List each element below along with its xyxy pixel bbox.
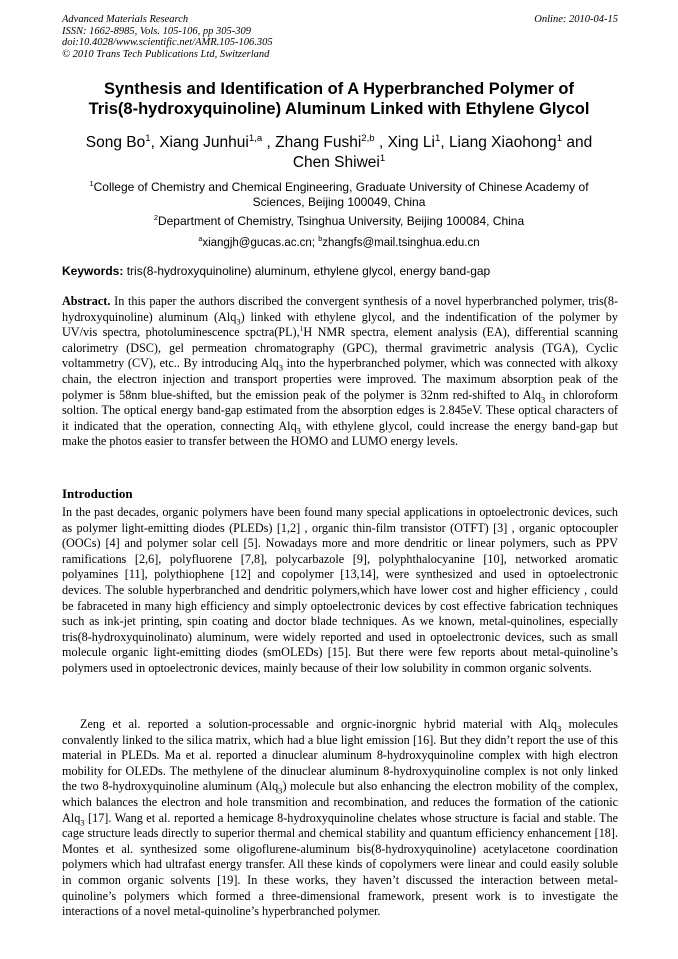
- title-line-1: Synthesis and Identification of A Hyperbranched Polymer of: [103, 80, 575, 98]
- author-sup: 2,b: [361, 132, 375, 144]
- abstract: Abstract. In this paper the authors discribed the convergent synthesis of a novel hyperbranched polymer, tris(8-hydroxyquinoline) aluminum (Alq$_3$) linked with ethylene glycol, and the indentification of the polymer by UV/vis spectra, photoluminescence spctra(PL),$^1$H NMR spectra, element analysis (EA), differential scanning calorimetry (DSC), gel permeation chromatography (GPC), thermal gravimetric analysis (TGA), Cyclic voltammetry (CV), etc.. By introducing Alq$_3$ into the hyperbranched polymer, which was connected with alkoxy chain, the electron injection and transport properties were improved. The maximum absorption peak of the polymer is 58nm blue-shifted, but the emission peak of the polymer is 32nm red-shifted to Alq$_3$ in chloroform soltion. The optical energy band-gap estimated from the absorption edges is 2.845eV. These optical characters of it indicated that the operation, connecting Alq$_3$ with ethylene glycol, could increase the energy band-gap but make the photos easier to transfer between the HOMO and LUMO energy levels.: [62, 294, 619, 449]
- abstract-label: Abstract.: [62, 294, 111, 308]
- email-link-a[interactable]: xiangjh@gucas.ac.cn;: [202, 237, 316, 249]
- author-list: Song Bo$^1$, Xiang Junhui$^{1,a}$ , Zhang Fushi$^{2,b}$ , Xing Li$^1$, Liang Xiaohong$^1$ and Chen Shiwei$^1$: [85, 132, 593, 171]
- keywords-label: Keywords:: [62, 264, 124, 278]
- affiliation-1: $^1$College of Chemistry and Chemical Engineering, Graduate University of Chinese Academy of Sciences, Beijing 100049, China: [89, 179, 589, 209]
- author-name: Liang Xiaohong: [448, 134, 557, 151]
- author-name: Chen Shiwei: [292, 154, 380, 171]
- title-line-2: Tris(8-hydroxyquinoline) Aluminum Linked with Ethylene Glycol: [88, 100, 590, 118]
- keywords: [62, 264, 618, 279]
- author-sup: 1: [379, 152, 386, 164]
- author-name: Xiang Junhui: [159, 134, 249, 151]
- doi-line: doi:10.4028/www.scientific.net/AMR.105-106.305: [62, 37, 273, 48]
- author-sup: 1: [556, 132, 563, 144]
- author-sup: 1,a: [248, 132, 263, 144]
- author-sup: 1: [434, 132, 441, 144]
- introduction-paragraph-1: In the past decades, organic polymers have been found many special applications in optoelectronic devices, such as polymer light-emitting diodes (PLEDs) [1,2] , organic thin-film transistor (OTFT) [3] , organic optocoupler (OOCs) [4] and polymer solar cell [5]. Nowadays more and more dendritic or linear polymers, such as PPV ramifications [2,6], polyfluorene [7,8], polycarbazole [9], polyphthalocyanine [10], networked aromatic polyamines [11], polythiophene [12] and copolymer [13,14], were synthesized and used in optoelectronic devices. The soluble hyperbranched and dendritic polymers,which have lower cost and higher efficiency , could be fabraceted in many high efficiency and simply optoelectronic devices by cost effective fabrication techniques such as ink-jet printing, spin coating and doctor blade techniques. As we known, metal-quinolines, especially tris(8-hydroxyquinolinato) aluminum, were widely reported and used in optoelectronic devices, such as small molecule organic light-emitting diodes (smOLEDs) [15]. But there were few reports about metal-quinoline’s polymers used in optoelectronic devices, mainly because of their low solubility in common organic solvents.: [62, 505, 618, 675]
- copyright-line: © 2010 Trans Tech Publications Ltd, Switzerland: [62, 48, 270, 60]
- author-sup: 1: [145, 132, 151, 144]
- author-name: Song Bo: [85, 134, 146, 151]
- affiliation-2: $^2$Department of Chemistry, Tsinghua University, Beijing 100084, China: [153, 213, 525, 228]
- journal-name: Advanced Materials Research: [62, 14, 189, 25]
- keywords-text: tris(8-hydroxyquinoline) aluminum, ethylene glycol, energy band-gap: [126, 264, 491, 278]
- author-name: Xing Li: [387, 134, 435, 151]
- introduction-paragraph-2: Zeng et al. reported a solution-processable and orgnic-inorgnic hybrid material with Alq$_3$ molecules convalently linked to the silica matrix, which had a blue light emission [16]. But they didn’t report the use of this material in PLEDs. Ma et al. reported a dinuclear aluminum 8-hydroxyquinoline complex with high electron mobility for OLEDs. The methylene of the dinuclear aluminum 8-hydroxyquinoline complex is not only linked the two 8-hydroxyquinoline aluminum (Alq$_3$) molecule but also enhancing the electron mobility of the complex, which balances the electron and hole transmition and recombination, and reduces the formation of the cationic Alq$_3$ [17]. Wang et al. reported a hemicage 8-hydroxyquinoline chelates whose structure is facial and stable. The cage structure leads directly to superior thermal and chemical stability and quantum efficiency enhancement [18]. Montes et al. synthesized some oligoflurene-aluminum bis(8-hydroxyquinoline) acetylacetone coordination polymers which had ultrafast energy transfer. All these kinds of copolymers were linear and could easily soluble in common organic solvents [19]. In these works, they haven’t discussed the interaction between metal-quinoline’s polymers which formed a three-dimensional framework, present work is to investigate the interactions of a novel metal-quinoline’s hyperbranched polymer.: [62, 717, 618, 919]
- issn-line: ISSN: 1662-8985, Vols. 105-106, pp 305-309: [62, 25, 251, 37]
- online-date: Online: 2010-04-15: [534, 14, 618, 25]
- paper-title: [40, 79, 638, 119]
- email-link-b[interactable]: zhangfs@mail.tsinghua.edu.cn: [322, 237, 480, 249]
- author-name: Zhang Fushi: [275, 134, 362, 151]
- email-line: $^a$xiangjh@gucas.ac.cn; $^b$zhangfs@mail.tsinghua.edu.cn: [198, 235, 480, 249]
- journal-header: [62, 14, 618, 60]
- introduction-heading: Introduction: [62, 486, 133, 501]
